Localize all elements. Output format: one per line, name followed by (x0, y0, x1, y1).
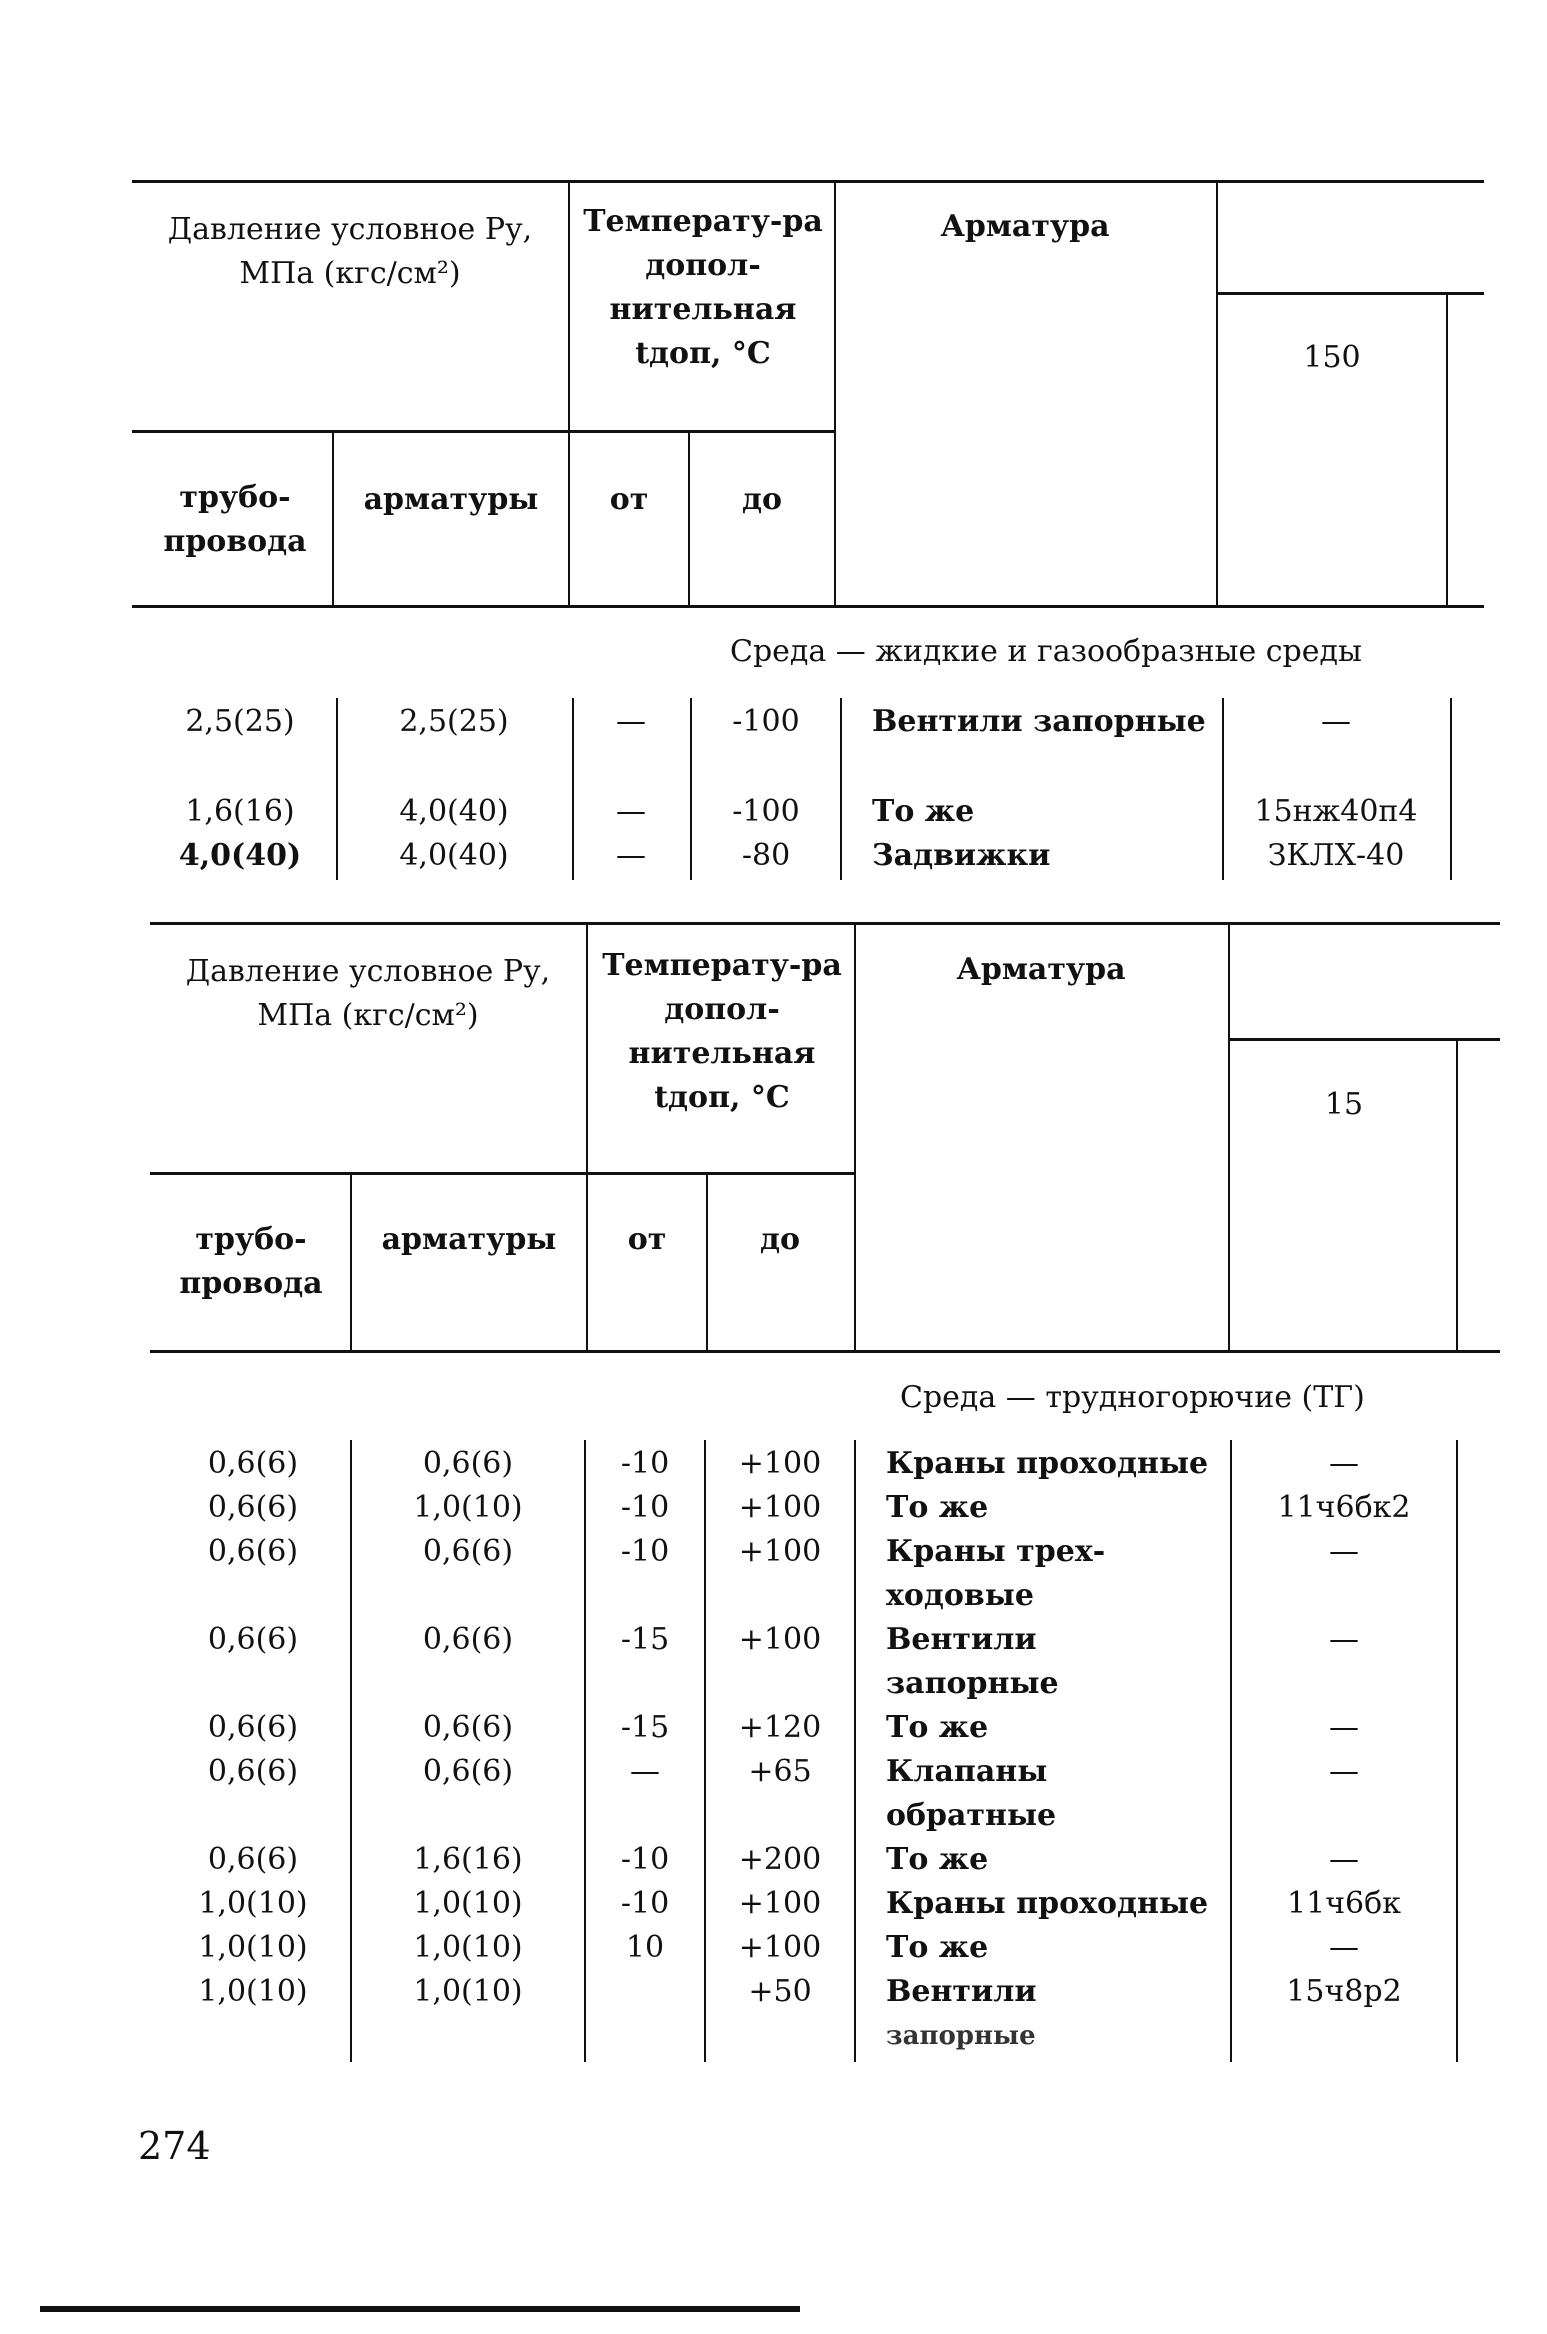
temp-from: -10 (620, 1842, 670, 1877)
table1-header-bottom-rule (132, 605, 1484, 608)
table2-divider (704, 1440, 706, 2062)
pipe-pressure: 0,6(6) (207, 1710, 299, 1745)
valve-code: — (1329, 1710, 1359, 1745)
valve-pressure: 4,0(40) (399, 794, 509, 829)
table1-divider (1446, 294, 1448, 605)
valve-pressure: 0,6(6) (422, 1446, 514, 1481)
temp-to: -100 (732, 704, 800, 739)
table2-divider (1228, 924, 1230, 1352)
table2-divider (854, 1440, 856, 2062)
table2-arm-header: арматуры (381, 1222, 557, 1257)
table1-divider (336, 698, 338, 880)
table2-pressure-header: Давление условное Ру, МПа (кгс/см²) (185, 954, 551, 1033)
pipe-pressure: 0,6(6) (207, 1842, 299, 1877)
temp-to: +100 (738, 1886, 822, 1921)
temp-from: -15 (620, 1622, 670, 1657)
valve-name: То же (886, 1490, 989, 1525)
table2-from-header: от (627, 1222, 667, 1257)
table2-to-header: до (759, 1222, 800, 1257)
table1-divider (690, 698, 692, 880)
valve-name: Вентили (886, 1974, 1037, 2009)
table1-temperature-header: Температу-ра допол-нительная tдоп, °С (583, 204, 823, 371)
temp-from: -15 (620, 1710, 670, 1745)
valve-name-line2: запорные (886, 1666, 1059, 1701)
footer-rule (40, 2306, 800, 2312)
pipe-pressure: 2,5(25) (185, 704, 295, 739)
pipe-pressure: 0,6(6) (207, 1446, 299, 1481)
table1-divider (1450, 698, 1452, 880)
valve-pressure: 1,0(10) (413, 1974, 523, 2009)
valve-code: 11ч6бк (1287, 1886, 1401, 1921)
temp-to: +100 (738, 1446, 822, 1481)
valve-code: — (1329, 1534, 1359, 1569)
table2-valve-header: Арматура (956, 952, 1126, 987)
valve-name: Краны проходные (886, 1886, 1209, 1921)
temp-from: -10 (620, 1446, 670, 1481)
valve-name: Клапаны (886, 1754, 1048, 1789)
valve-code: — (1329, 1446, 1359, 1481)
pipe-pressure: 1,0(10) (198, 1930, 308, 1965)
valve-code: — (1329, 1754, 1359, 1789)
valve-pressure: 1,0(10) (413, 1490, 523, 1525)
table1-divider (840, 698, 842, 880)
valve-name: То же (886, 1842, 989, 1877)
valve-name-line2: запорные (886, 2021, 1036, 2051)
valve-code: ЗКЛХ-40 (1267, 838, 1405, 873)
valve-code: 11ч6бк2 (1277, 1490, 1411, 1525)
valve-code: — (1321, 704, 1351, 739)
temp-from: -10 (620, 1490, 670, 1525)
temp-from: -10 (620, 1886, 670, 1921)
valve-pressure: 2,5(25) (399, 704, 509, 739)
valve-code: — (1329, 1622, 1359, 1657)
table1-to-header: до (741, 482, 782, 517)
pipe-pressure: 4,0(40) (178, 838, 302, 873)
pipe-pressure: 1,6(16) (185, 794, 295, 829)
valve-pressure: 0,6(6) (422, 1534, 514, 1569)
valve-pressure: 4,0(40) (399, 838, 509, 873)
table1-divider (332, 432, 334, 607)
valve-name: То же (872, 794, 975, 829)
temp-to: +50 (748, 1974, 812, 2009)
table2-divider (1456, 1040, 1458, 1352)
temp-from: — (616, 794, 646, 829)
table2-temperature-header: Температу-ра допол-нительная tдоп, °С (602, 948, 842, 1115)
table1-pressure-header: Давление условное Ру, МПа (кгс/см²) (167, 212, 533, 291)
table1-valve-header: Арматура (940, 209, 1110, 244)
temp-from: — (616, 704, 646, 739)
valve-name: То же (886, 1930, 989, 1965)
temp-to: +100 (738, 1930, 822, 1965)
table1-size-rule (1218, 292, 1484, 295)
table2-size-rule (1230, 1038, 1500, 1041)
table1-divider (568, 182, 570, 607)
temp-to: +65 (748, 1754, 812, 1789)
valve-name: Краны трех- (886, 1534, 1106, 1569)
table2-divider (706, 1174, 708, 1352)
table1-subheader-rule (132, 430, 836, 433)
table1-size-header: 150 (1303, 340, 1361, 375)
table1-arm-header: арматуры (363, 482, 539, 517)
temp-to: -80 (741, 838, 791, 873)
valve-pressure: 0,6(6) (422, 1622, 514, 1657)
temp-to: +120 (738, 1710, 822, 1745)
valve-name: Краны проходные (886, 1446, 1209, 1481)
table2-pipe-header: трубо-провода (179, 1222, 323, 1301)
valve-pressure: 0,6(6) (422, 1710, 514, 1745)
valve-name-line2: ходовые (886, 1578, 1034, 1613)
valve-pressure: 0,6(6) (422, 1754, 514, 1789)
valve-name: Вентили запорные (872, 704, 1206, 739)
temp-to: +100 (738, 1534, 822, 1569)
table1-section-title: Среда — жидкие и газообразные среды (730, 634, 1362, 669)
temp-from: — (630, 1754, 660, 1789)
table1-divider (572, 698, 574, 880)
temp-from: — (616, 838, 646, 873)
table2-divider (1456, 1440, 1458, 2062)
table2-divider (1230, 1440, 1232, 2062)
table2-header-bottom-rule (150, 1350, 1500, 1353)
table2-size-header: 15 (1324, 1087, 1364, 1122)
table1-divider (834, 182, 836, 607)
table1-divider (688, 432, 690, 607)
valve-pressure: 1,0(10) (413, 1930, 523, 1965)
table2-divider (854, 924, 856, 1352)
valve-name: То же (886, 1710, 989, 1745)
pipe-pressure: 0,6(6) (207, 1490, 299, 1525)
pipe-pressure: 0,6(6) (207, 1534, 299, 1569)
table2-divider (350, 1174, 352, 1352)
pipe-pressure: 1,0(10) (198, 1886, 308, 1921)
valve-code: — (1329, 1842, 1359, 1877)
temp-to: +100 (738, 1622, 822, 1657)
table2-divider (586, 924, 588, 1352)
valve-pressure: 1,6(16) (413, 1842, 523, 1877)
temp-to: -100 (732, 794, 800, 829)
table2-section-title: Среда — трудногорючие (ТГ) (900, 1380, 1365, 1415)
temp-from: -10 (620, 1534, 670, 1569)
table2-top-rule (150, 922, 1500, 925)
table1-from-header: от (609, 482, 649, 517)
valve-code: 15ч8р2 (1286, 1974, 1402, 2009)
temp-to: +200 (738, 1842, 822, 1877)
table1-pipe-header: трубо-провода (163, 480, 307, 559)
temp-to: +100 (738, 1490, 822, 1525)
valve-name: Вентили (886, 1622, 1037, 1657)
table1-divider (1222, 698, 1224, 880)
pipe-pressure: 0,6(6) (207, 1754, 299, 1789)
table1-top-rule (132, 180, 1484, 183)
temp-from: 10 (625, 1930, 665, 1965)
table2-divider (584, 1440, 586, 2062)
valve-name: Задвижки (872, 838, 1051, 873)
pipe-pressure: 1,0(10) (198, 1974, 308, 2009)
valve-code: 15нж40п4 (1254, 794, 1418, 829)
table2-subheader-rule (150, 1172, 854, 1175)
page-number: 274 (138, 2124, 211, 2168)
valve-pressure: 1,0(10) (413, 1886, 523, 1921)
valve-name-line2: обратные (886, 1798, 1057, 1833)
pipe-pressure: 0,6(6) (207, 1622, 299, 1657)
valve-code: — (1329, 1930, 1359, 1965)
table1-divider (1216, 182, 1218, 607)
table2-divider (350, 1440, 352, 2062)
